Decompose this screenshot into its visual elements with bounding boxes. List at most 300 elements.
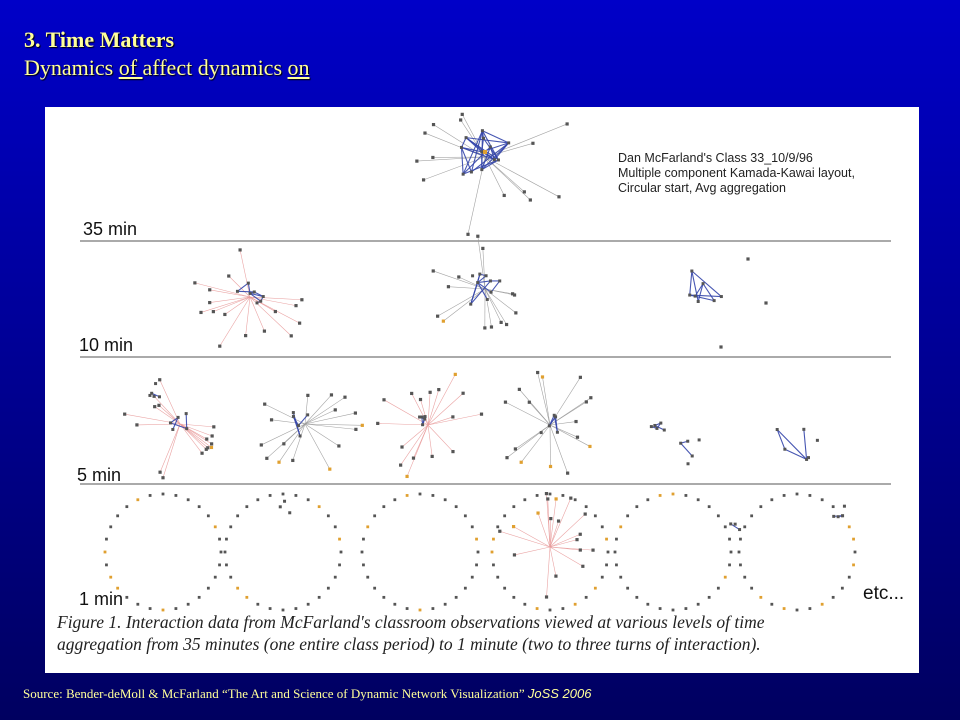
network-edge [690,271,692,295]
network-edge [514,527,550,547]
network-node [490,325,493,328]
network-node [601,576,604,579]
network-node [489,145,492,148]
network-edge [237,291,254,292]
network-node [512,525,515,528]
network-node [418,416,421,419]
network-node [455,505,458,508]
network-node [594,587,597,590]
network-node [297,424,300,427]
network-node [512,596,515,599]
network-node [498,279,501,282]
network-edge [804,429,807,459]
network-edge [681,443,693,456]
network-node [422,178,425,181]
figure-panel [45,107,919,673]
network-node [724,576,727,579]
network-node [720,295,723,298]
network-node [738,528,741,531]
title-part-of: of [118,55,143,80]
network-node [366,525,369,528]
caption-line-1: Figure 1. Interaction data from McFarland's classroom observations viewed at various levels of time [57,612,765,632]
network-node [282,442,285,445]
network-node [432,607,435,610]
network-node [340,551,343,554]
network-node [327,587,330,590]
network-node [492,564,495,567]
network-node [541,375,544,378]
network-node [605,538,608,541]
network-node [469,303,472,306]
network-node [536,371,539,374]
network-node [852,538,855,541]
network-node [207,514,210,517]
title-part-affect: affect dynamics [142,55,288,80]
network-node [821,603,824,606]
network-node [832,596,835,599]
network-node [306,413,309,416]
network-node [478,273,481,276]
network-node [259,300,262,303]
network-node [514,311,517,314]
network-node [523,190,526,193]
network-node [854,551,857,554]
network-edge [428,414,482,425]
network-node [437,388,440,391]
network-node [423,418,426,421]
network-node [739,538,742,541]
network-node [150,392,153,395]
network-node [253,290,256,293]
network-node [210,442,213,445]
network-node [523,498,526,501]
network-node [490,291,493,294]
network-node [848,525,851,528]
network-node [584,512,587,515]
network-edge [538,373,550,425]
network-node [269,494,272,497]
network-node [497,158,500,161]
network-node [579,376,582,379]
network-node [158,395,161,398]
network-node [483,326,486,329]
network-node [734,523,737,526]
network-node [746,257,749,260]
network-node [486,298,489,301]
network-node [382,596,385,599]
network-node [848,576,851,579]
network-node [405,475,408,478]
network-node [513,553,516,556]
network-node [653,424,656,427]
network-edge [438,289,485,316]
network-node [507,141,510,144]
network-node [832,515,835,518]
network-node [702,282,705,285]
network-node [415,160,418,163]
network-node [566,122,569,125]
network-node [546,497,549,500]
network-node [212,310,215,313]
network-node [545,492,548,495]
network-node [841,514,844,517]
network-node [334,408,337,411]
network-node [410,392,413,395]
network-node [548,424,551,427]
network-node [214,525,217,528]
network-node [585,400,588,403]
network-edge [305,397,345,424]
network-node [724,525,727,528]
network-node [366,576,369,579]
network-node [635,596,638,599]
network-edge [471,283,478,305]
network-node [475,538,478,541]
network-node [238,248,241,251]
network-node [457,275,460,278]
network-node [730,551,733,554]
network-node [185,412,188,415]
network-node [187,603,190,606]
network-node [236,290,239,293]
network-node [504,401,507,404]
network-node [809,494,812,497]
level-label-35min: 35 min [83,219,138,239]
network-node [451,415,454,418]
network-node [200,452,203,455]
network-node [549,465,552,468]
network-node [462,392,465,395]
network-edge [428,425,453,452]
network-node [492,538,495,541]
network-edge [485,289,515,295]
network-node [282,493,285,496]
network-node [554,497,557,500]
network-edge [160,424,180,472]
network-node [334,525,337,528]
network-node [770,498,773,501]
network-node [318,505,321,508]
network-node [557,519,560,522]
network-node [455,596,458,599]
network-node [708,596,711,599]
network-node [207,587,210,590]
network-node [698,438,701,441]
network-node [500,321,503,324]
network-node [685,607,688,610]
network-node [562,607,565,610]
network-edge [186,414,187,429]
network-node [690,270,693,273]
network-node [512,505,515,508]
network-node [373,514,376,517]
network-node [330,393,333,396]
network-edge [505,402,550,425]
network-node [299,434,302,437]
network-edge [378,423,428,425]
network-node [783,607,786,610]
network-node [476,281,479,284]
network-edge [785,449,807,459]
network-node [123,413,126,416]
network-node [687,462,690,465]
network-node [187,498,190,501]
network-node [576,436,579,439]
network-edge [485,157,559,197]
network-node [328,468,331,471]
network-edge [413,425,428,458]
network-edge [777,430,806,460]
source-text: Source: Bender-deMoll & McFarland “The Art and Science of Dynamic Network Visualization” [23,686,528,701]
network-node [382,398,385,401]
network-node [807,456,810,459]
network-node [212,425,215,428]
network-node [518,388,521,391]
network-node [852,564,855,567]
network-node [135,423,138,426]
network-node [224,551,227,554]
network-node [477,551,480,554]
network-node [588,445,591,448]
network-node [218,564,221,567]
network-node [470,170,473,173]
network-node [406,494,409,497]
network-node [569,497,572,500]
network-node [679,442,682,445]
network-node [432,269,435,272]
network-node [295,607,298,610]
network-node [575,538,578,541]
level-label-10min: 10 min [79,335,134,355]
network-node [198,596,201,599]
network-edge [777,430,785,450]
network-node [471,525,474,528]
network-node [493,158,496,161]
network-edge [514,547,550,555]
network-node [288,511,291,514]
network-node [554,575,557,578]
network-node [105,564,108,567]
network-node [205,437,208,440]
network-node [480,413,483,416]
network-node [464,587,467,590]
network-node [158,471,161,474]
network-node [816,439,819,442]
network-node [837,515,840,518]
network-node [691,454,694,457]
network-node [697,498,700,501]
network-node [783,494,786,497]
network-node [646,498,649,501]
network-node [292,415,295,418]
network-node [514,447,517,450]
network-node [770,603,773,606]
network-node [585,596,588,599]
title-part-on: on [287,55,310,80]
network-node [739,564,742,567]
network-node [431,455,434,458]
network-edge [434,125,485,157]
network-node [557,195,560,198]
network-node [594,514,597,517]
network-node [614,551,617,554]
info-line-class: Dan McFarland's Class 33_10/9/96 [618,151,813,165]
network-node [460,146,463,149]
network-edge [305,424,330,469]
network-node [554,415,557,418]
network-edge [550,547,593,550]
source-journal: JoSS 2006 [527,686,592,701]
network-node [157,404,160,407]
network-node [161,476,164,479]
network-node [442,320,445,323]
network-node [125,505,128,508]
network-node [574,603,577,606]
network-node [279,505,282,508]
network-node [717,587,720,590]
network-edge [428,425,432,456]
network-node [343,396,346,399]
network-node [206,446,209,449]
network-node [471,576,474,579]
network-node [540,431,543,434]
network-node [536,511,539,514]
network-node [419,398,422,401]
network-node [393,498,396,501]
info-line-aggregation: Circular start, Avg aggregation [618,181,786,195]
network-node [327,514,330,517]
network-node [528,401,531,404]
network-node [256,301,259,304]
network-node [764,301,767,304]
network-node [659,607,662,610]
network-node [208,301,211,304]
network-node [738,551,741,554]
network-node [432,123,435,126]
network-node [294,304,297,307]
network-node [513,293,516,296]
network-node [354,428,357,431]
network-node [236,514,239,517]
network-node [498,530,501,533]
network-node [229,576,232,579]
network-edge [305,410,335,424]
network-node [177,416,180,419]
network-node [549,493,552,496]
network-node [783,448,786,451]
network-node [574,498,577,501]
network-node [244,334,247,337]
network-node [298,322,301,325]
network-node [431,156,434,159]
network-node [269,607,272,610]
network-edge [459,277,485,289]
network-edge [305,395,331,424]
network-edge [201,297,250,312]
network-node [503,514,506,517]
network-node [199,311,202,314]
network-node [619,576,622,579]
network-node [536,607,539,610]
network-node [579,533,582,536]
network-node [451,450,454,453]
network-node [444,498,447,501]
network-node [263,403,266,406]
network-node [480,168,483,171]
network-node [626,514,629,517]
network-node [491,551,494,554]
network-node [615,564,618,567]
network-node [256,603,259,606]
network-node [475,564,478,567]
network-node [290,334,293,337]
network-node [300,298,303,301]
network-node [485,274,488,277]
network-node [482,137,485,140]
network-node [225,538,228,541]
network-edge [305,395,308,424]
network-node [659,422,662,425]
network-node [149,607,152,610]
caption-line-2: aggregation from 35 minutes (one entire class period) to 1 minute (two to three turns of interaction). [57,634,761,654]
network-edge [550,425,551,467]
network-node [307,498,310,501]
figure-caption [57,611,907,655]
network-node [464,514,467,517]
network-node [260,443,263,446]
network-node [821,498,824,501]
network-edge [220,297,250,346]
network-node [713,299,716,302]
network-node [429,391,432,394]
network-node [306,394,309,397]
network-node [483,150,487,154]
network-edge [491,281,500,292]
network-node [432,494,435,497]
network-node [362,538,365,541]
network-node [802,428,805,431]
network-node [672,493,675,496]
network-node [531,142,534,145]
network-edge [550,425,578,437]
network-node [419,493,422,496]
network-node [729,522,732,525]
network-node [505,323,508,326]
network-node [832,505,835,508]
network-edge [433,271,485,289]
network-node [136,603,139,606]
network-node [481,247,484,250]
network-node [109,576,112,579]
network-edge [195,283,250,297]
network-node [412,456,415,459]
network-node [175,607,178,610]
network-node [361,424,364,427]
network-node [175,494,178,497]
network-node [556,431,559,434]
network-edge [163,424,180,478]
network-node [505,456,508,459]
network-node [444,603,447,606]
network-edge [428,392,430,425]
network-edge [261,424,305,445]
network-node [697,300,700,303]
network-node [223,313,226,316]
network-node [549,517,552,520]
network-node [109,525,112,528]
network-node [382,505,385,508]
network-node [270,418,273,421]
